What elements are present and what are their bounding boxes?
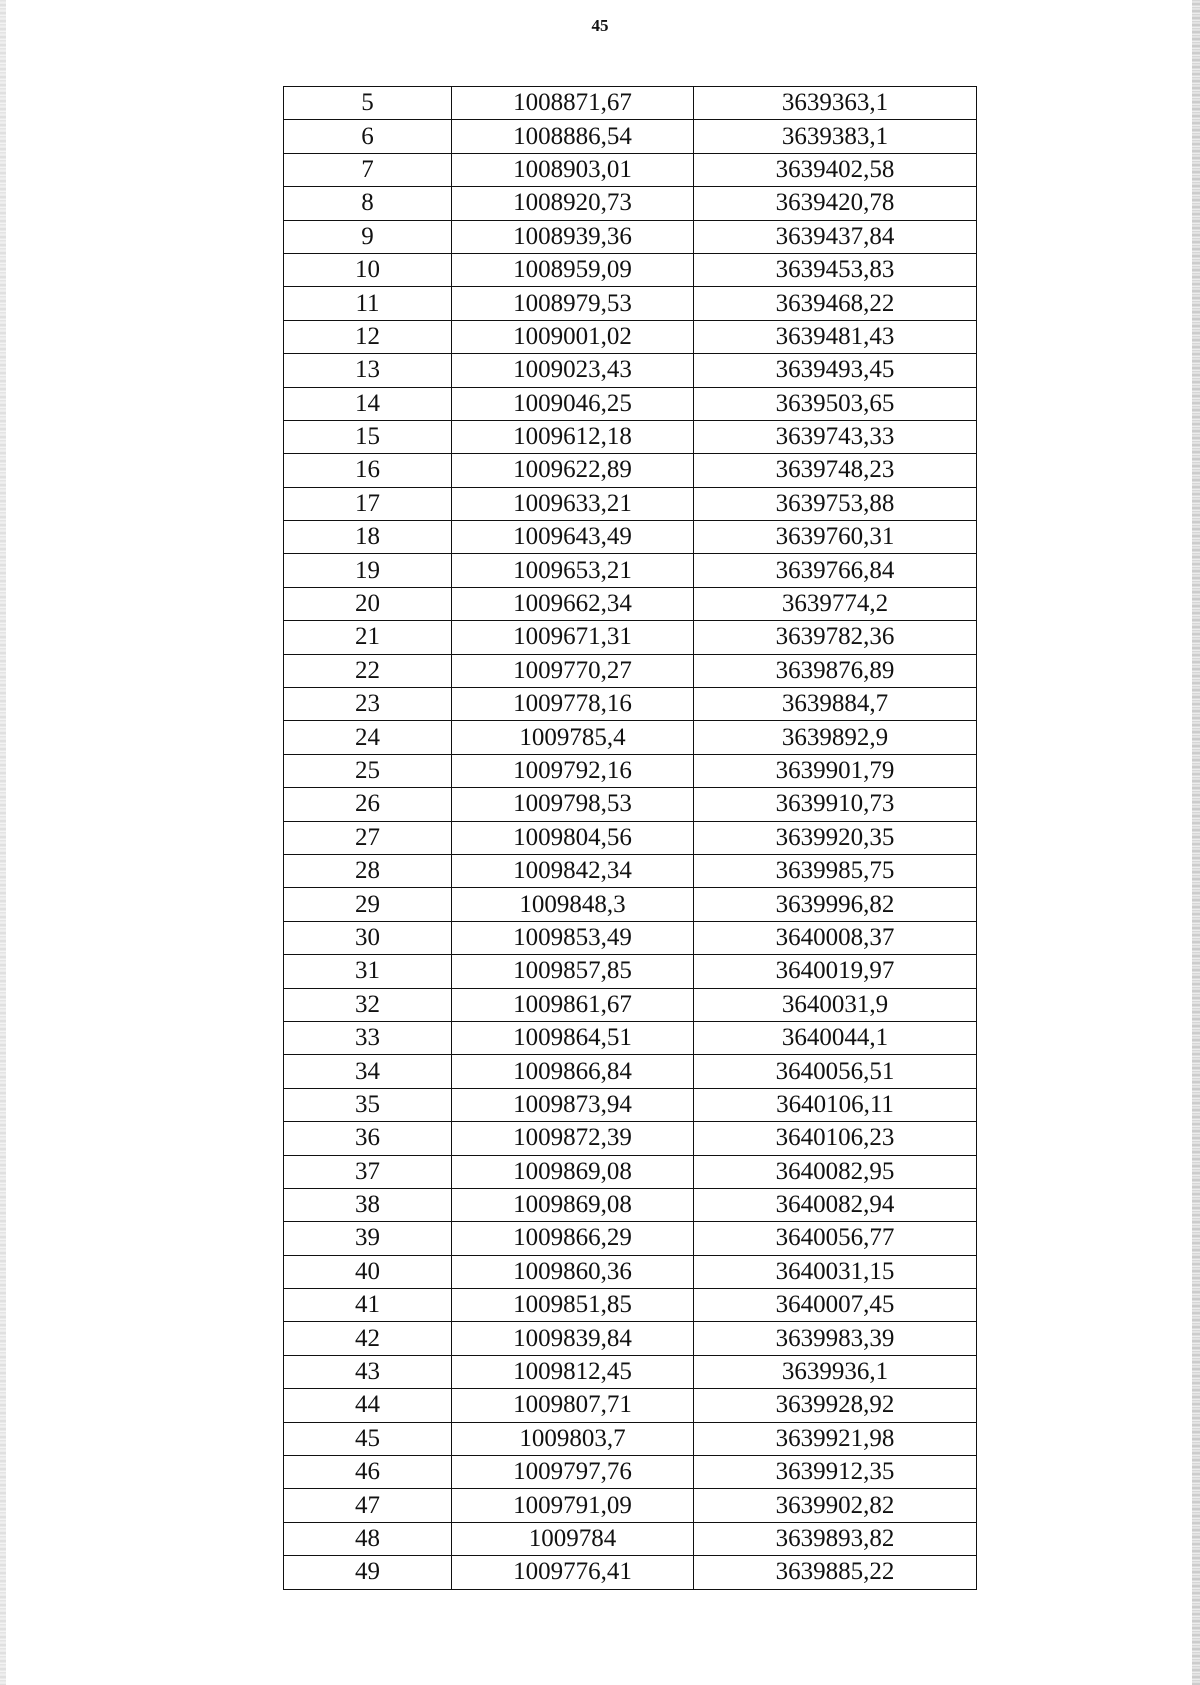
y-coordinate-cell: 3639902,82 xyxy=(694,1489,977,1522)
table-row xyxy=(284,721,977,754)
point-number-cell: 31 xyxy=(284,955,452,988)
x-coordinate-cell: 1009662,34 xyxy=(452,587,694,620)
table-row xyxy=(284,988,977,1021)
x-coordinate-cell: 1008939,36 xyxy=(452,220,694,253)
table-row xyxy=(284,1255,977,1288)
table-row xyxy=(284,1456,977,1489)
x-coordinate-cell: 1009873,94 xyxy=(452,1088,694,1121)
table-row xyxy=(284,1188,977,1221)
y-coordinate-cell: 3639921,98 xyxy=(694,1422,977,1455)
y-coordinate-cell: 3640056,51 xyxy=(694,1055,977,1088)
point-number-cell: 10 xyxy=(284,253,452,286)
y-coordinate-cell: 3639363,1 xyxy=(694,87,977,120)
x-coordinate-cell: 1009633,21 xyxy=(452,487,694,520)
point-number-cell: 28 xyxy=(284,854,452,887)
y-coordinate-cell: 3639901,79 xyxy=(694,754,977,787)
table-row xyxy=(284,587,977,620)
table-row xyxy=(284,120,977,153)
x-coordinate-cell: 1008903,01 xyxy=(452,153,694,186)
x-coordinate-cell: 1009857,85 xyxy=(452,955,694,988)
x-coordinate-cell: 1009792,16 xyxy=(452,754,694,787)
y-coordinate-cell: 3640044,1 xyxy=(694,1021,977,1054)
table-row xyxy=(284,1088,977,1121)
y-coordinate-cell: 3639420,78 xyxy=(694,187,977,220)
point-number-cell: 49 xyxy=(284,1556,452,1589)
y-coordinate-cell: 3639985,75 xyxy=(694,854,977,887)
point-number-cell: 11 xyxy=(284,287,452,320)
point-number-cell: 29 xyxy=(284,888,452,921)
x-coordinate-cell: 1009046,25 xyxy=(452,387,694,420)
x-coordinate-cell: 1009848,3 xyxy=(452,888,694,921)
point-number-cell: 17 xyxy=(284,487,452,520)
scan-edge-left xyxy=(0,0,6,1685)
x-coordinate-cell: 1009653,21 xyxy=(452,554,694,587)
table-row xyxy=(284,821,977,854)
point-number-cell: 26 xyxy=(284,788,452,821)
y-coordinate-cell: 3639753,88 xyxy=(694,487,977,520)
y-coordinate-cell: 3639920,35 xyxy=(694,821,977,854)
y-coordinate-cell: 3640007,45 xyxy=(694,1289,977,1322)
x-coordinate-cell: 1008920,73 xyxy=(452,187,694,220)
table-row xyxy=(284,1556,977,1589)
x-coordinate-cell: 1009798,53 xyxy=(452,788,694,821)
y-coordinate-cell: 3639743,33 xyxy=(694,420,977,453)
y-coordinate-cell: 3639884,7 xyxy=(694,688,977,721)
point-number-cell: 43 xyxy=(284,1355,452,1388)
x-coordinate-cell: 1009864,51 xyxy=(452,1021,694,1054)
x-coordinate-cell: 1009860,36 xyxy=(452,1255,694,1288)
point-number-cell: 6 xyxy=(284,120,452,153)
point-number-cell: 25 xyxy=(284,754,452,787)
y-coordinate-cell: 3639996,82 xyxy=(694,888,977,921)
point-number-cell: 33 xyxy=(284,1021,452,1054)
y-coordinate-cell: 3640106,11 xyxy=(694,1088,977,1121)
y-coordinate-cell: 3639760,31 xyxy=(694,521,977,554)
table-row xyxy=(284,454,977,487)
x-coordinate-cell: 1009839,84 xyxy=(452,1322,694,1355)
table-row xyxy=(284,1289,977,1322)
table-row xyxy=(284,1055,977,1088)
x-coordinate-cell: 1009803,7 xyxy=(452,1422,694,1455)
table-row xyxy=(284,1222,977,1255)
point-number-cell: 48 xyxy=(284,1522,452,1555)
y-coordinate-cell: 3639402,58 xyxy=(694,153,977,186)
table-row xyxy=(284,955,977,988)
x-coordinate-cell: 1009804,56 xyxy=(452,821,694,854)
point-number-cell: 40 xyxy=(284,1255,452,1288)
page-number: 45 xyxy=(591,16,609,35)
y-coordinate-cell: 3639468,22 xyxy=(694,287,977,320)
table-row xyxy=(284,1389,977,1422)
x-coordinate-cell: 1009869,08 xyxy=(452,1188,694,1221)
y-coordinate-cell: 3639383,1 xyxy=(694,120,977,153)
x-coordinate-cell: 1009866,84 xyxy=(452,1055,694,1088)
x-coordinate-cell: 1009869,08 xyxy=(452,1155,694,1188)
table-row xyxy=(284,754,977,787)
scan-edge-right xyxy=(1192,0,1200,1685)
table-row xyxy=(284,854,977,887)
coordinates-table xyxy=(283,86,977,1590)
point-number-cell: 34 xyxy=(284,1055,452,1088)
table-row xyxy=(284,1522,977,1555)
table-row xyxy=(284,87,977,120)
y-coordinate-cell: 3639936,1 xyxy=(694,1355,977,1388)
y-coordinate-cell: 3639437,84 xyxy=(694,220,977,253)
x-coordinate-cell: 1009784 xyxy=(452,1522,694,1555)
point-number-cell: 41 xyxy=(284,1289,452,1322)
y-coordinate-cell: 3639481,43 xyxy=(694,320,977,353)
x-coordinate-cell: 1009785,4 xyxy=(452,721,694,754)
point-number-cell: 9 xyxy=(284,220,452,253)
y-coordinate-cell: 3640056,77 xyxy=(694,1222,977,1255)
table-row xyxy=(284,888,977,921)
x-coordinate-cell: 1009643,49 xyxy=(452,521,694,554)
table-row xyxy=(284,621,977,654)
point-number-cell: 36 xyxy=(284,1122,452,1155)
point-number-cell: 27 xyxy=(284,821,452,854)
y-coordinate-cell: 3640031,9 xyxy=(694,988,977,1021)
point-number-cell: 13 xyxy=(284,354,452,387)
point-number-cell: 14 xyxy=(284,387,452,420)
point-number-cell: 42 xyxy=(284,1322,452,1355)
x-coordinate-cell: 1009842,34 xyxy=(452,854,694,887)
x-coordinate-cell: 1009671,31 xyxy=(452,621,694,654)
x-coordinate-cell: 1008886,54 xyxy=(452,120,694,153)
x-coordinate-cell: 1008959,09 xyxy=(452,253,694,286)
point-number-cell: 19 xyxy=(284,554,452,587)
point-number-cell: 38 xyxy=(284,1188,452,1221)
y-coordinate-cell: 3640082,95 xyxy=(694,1155,977,1188)
table-row xyxy=(284,487,977,520)
point-number-cell: 44 xyxy=(284,1389,452,1422)
coordinates-table-body xyxy=(284,87,977,1590)
x-coordinate-cell: 1009872,39 xyxy=(452,1122,694,1155)
point-number-cell: 8 xyxy=(284,187,452,220)
table-row xyxy=(284,788,977,821)
table-row xyxy=(284,287,977,320)
point-number-cell: 16 xyxy=(284,454,452,487)
table-row xyxy=(284,654,977,687)
table-row xyxy=(284,187,977,220)
x-coordinate-cell: 1009812,45 xyxy=(452,1355,694,1388)
table-row xyxy=(284,253,977,286)
table-row xyxy=(284,688,977,721)
x-coordinate-cell: 1009622,89 xyxy=(452,454,694,487)
point-number-cell: 22 xyxy=(284,654,452,687)
y-coordinate-cell: 3639493,45 xyxy=(694,354,977,387)
y-coordinate-cell: 3639983,39 xyxy=(694,1322,977,1355)
table-row xyxy=(284,153,977,186)
x-coordinate-cell: 1009807,71 xyxy=(452,1389,694,1422)
y-coordinate-cell: 3640008,37 xyxy=(694,921,977,954)
y-coordinate-cell: 3639766,84 xyxy=(694,554,977,587)
y-coordinate-cell: 3639912,35 xyxy=(694,1456,977,1489)
point-number-cell: 18 xyxy=(284,521,452,554)
table-row xyxy=(284,554,977,587)
point-number-cell: 23 xyxy=(284,688,452,721)
x-coordinate-cell: 1009866,29 xyxy=(452,1222,694,1255)
y-coordinate-cell: 3639885,22 xyxy=(694,1556,977,1589)
point-number-cell: 39 xyxy=(284,1222,452,1255)
table-row xyxy=(284,220,977,253)
table-row xyxy=(284,354,977,387)
x-coordinate-cell: 1008979,53 xyxy=(452,287,694,320)
point-number-cell: 15 xyxy=(284,420,452,453)
x-coordinate-cell: 1009851,85 xyxy=(452,1289,694,1322)
y-coordinate-cell: 3640106,23 xyxy=(694,1122,977,1155)
table-row xyxy=(284,1422,977,1455)
point-number-cell: 24 xyxy=(284,721,452,754)
table-row xyxy=(284,1155,977,1188)
y-coordinate-cell: 3639503,65 xyxy=(694,387,977,420)
y-coordinate-cell: 3639892,9 xyxy=(694,721,977,754)
x-coordinate-cell: 1009861,67 xyxy=(452,988,694,1021)
x-coordinate-cell: 1009023,43 xyxy=(452,354,694,387)
x-coordinate-cell: 1009778,16 xyxy=(452,688,694,721)
y-coordinate-cell: 3639774,2 xyxy=(694,587,977,620)
point-number-cell: 45 xyxy=(284,1422,452,1455)
x-coordinate-cell: 1008871,67 xyxy=(452,87,694,120)
y-coordinate-cell: 3640031,15 xyxy=(694,1255,977,1288)
table-row xyxy=(284,320,977,353)
point-number-cell: 5 xyxy=(284,87,452,120)
y-coordinate-cell: 3639453,83 xyxy=(694,253,977,286)
table-row xyxy=(284,387,977,420)
point-number-cell: 32 xyxy=(284,988,452,1021)
y-coordinate-cell: 3639910,73 xyxy=(694,788,977,821)
x-coordinate-cell: 1009791,09 xyxy=(452,1489,694,1522)
point-number-cell: 47 xyxy=(284,1489,452,1522)
point-number-cell: 12 xyxy=(284,320,452,353)
point-number-cell: 37 xyxy=(284,1155,452,1188)
x-coordinate-cell: 1009770,27 xyxy=(452,654,694,687)
x-coordinate-cell: 1009853,49 xyxy=(452,921,694,954)
point-number-cell: 21 xyxy=(284,621,452,654)
point-number-cell: 46 xyxy=(284,1456,452,1489)
point-number-cell: 20 xyxy=(284,587,452,620)
table-row xyxy=(284,1322,977,1355)
y-coordinate-cell: 3639928,92 xyxy=(694,1389,977,1422)
y-coordinate-cell: 3639782,36 xyxy=(694,621,977,654)
point-number-cell: 35 xyxy=(284,1088,452,1121)
y-coordinate-cell: 3640082,94 xyxy=(694,1188,977,1221)
x-coordinate-cell: 1009776,41 xyxy=(452,1556,694,1589)
table-row xyxy=(284,1021,977,1054)
y-coordinate-cell: 3639876,89 xyxy=(694,654,977,687)
table-row xyxy=(284,1122,977,1155)
y-coordinate-cell: 3640019,97 xyxy=(694,955,977,988)
y-coordinate-cell: 3639893,82 xyxy=(694,1522,977,1555)
y-coordinate-cell: 3639748,23 xyxy=(694,454,977,487)
table-row xyxy=(284,521,977,554)
table-row xyxy=(284,1355,977,1388)
point-number-cell: 30 xyxy=(284,921,452,954)
table-row xyxy=(284,921,977,954)
x-coordinate-cell: 1009001,02 xyxy=(452,320,694,353)
x-coordinate-cell: 1009612,18 xyxy=(452,420,694,453)
table-row xyxy=(284,420,977,453)
table-row xyxy=(284,1489,977,1522)
point-number-cell: 7 xyxy=(284,153,452,186)
x-coordinate-cell: 1009797,76 xyxy=(452,1456,694,1489)
